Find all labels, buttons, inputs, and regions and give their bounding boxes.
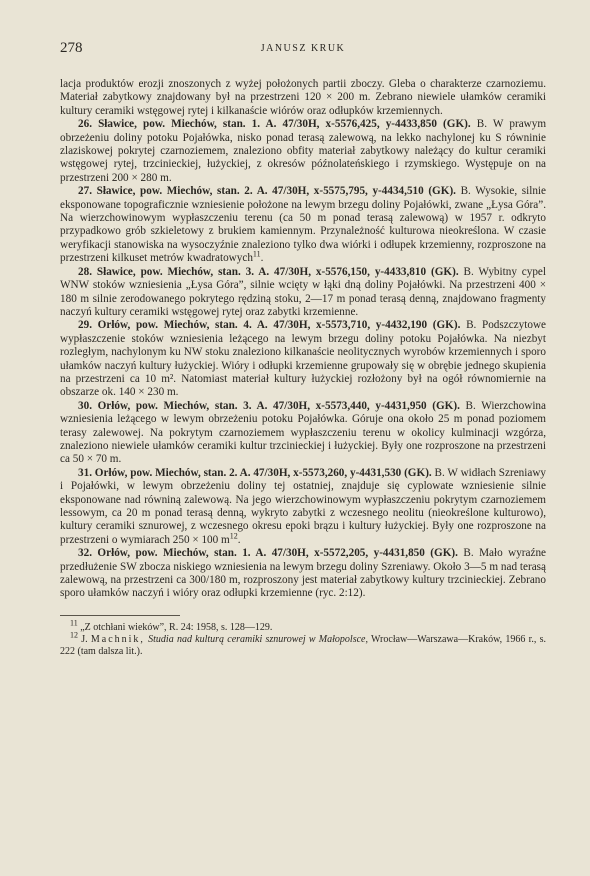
entry-text: B. Wysokie, silnie eksponowane topograficznie wzniesienie położone na lewym brzegu doliny Pojałówki, zwane „Łysa Góra”. Na wierzchowinowym wypłaszczeniu terenu (ca 50 m ponad terasą zalewową) w 1957 r. odkryto przypadkowo grób szkieletowy z brukiem kamiennym. Przynależność kulturowa nieokreślona. W czasie weryfikacji stanowiska na wysoczyźnie znaleziono tylko dwa wiórki i odłupek krzemienny, rozproszone na przestrzeni kilkuset metrów kwadratowych: [60, 185, 546, 265]
entry-32: [60, 547, 546, 601]
entry-number: 31.: [78, 466, 92, 479]
footnote-12: [60, 630, 547, 658]
entry-heading: Sławice, pow. Miechów, stan. 1. A. 47/30H, x-5576,425, y-4433,850 (GK).: [98, 118, 471, 131]
entry-heading: Orłów, pow. Miechów, stan. 1. A. 47/30H, x-5572,205, y-4431,850 (GK).: [97, 547, 458, 560]
entry-text: B. W prawym obrzeżeniu doliny potoku Pojałówka, nisko ponad terasą zalewową, na lekko nachylonej ku S równinie zlaziskowej pokrytej czarnoziemem, znaleziono obfity materiał zabytkowy należący do kultur ceramiki wstęgowej rytej, trzcinieckiej, łużyckiej, z okresów późnolateńskiego i rzymskiego. Występuje on na przestrzeni 200 × 280 m.: [60, 118, 547, 184]
footnote-text: „Z otchłani wieków”, R. 24: 1958, s. 128—129.: [80, 621, 273, 633]
entry-heading: Sławice, pow. Miechów, stan. 3. A. 47/30H, x-5576,150, y-4433,810 (GK).: [96, 265, 459, 278]
footnote-mark: 11: [70, 618, 78, 628]
footnote-title: Studia nad kulturą ceramiki sznurowej w Małopolsce,: [148, 634, 368, 646]
main-text: [60, 78, 546, 601]
entry-number: 32.: [78, 547, 92, 560]
entry-27: [60, 185, 546, 265]
entry-heading: Orłów, pow. Miechów, stan. 2. A. 47/30H, x-5573,260, y-4431,530 (GK).: [94, 466, 432, 479]
footnote-mark: 12: [70, 630, 78, 640]
footnote-rest: Wrocław—Warszawa—Kraków, 1966 r., s. 222 (tam dalsza lit.).: [60, 634, 547, 658]
footnote-divider: [60, 615, 180, 616]
entry-number: 29.: [78, 319, 92, 332]
entry-28: [60, 266, 546, 320]
entry-heading: Orłów, pow. Miechów, stan. 3. A. 47/30H, x-5573,440, y-4431,950 (GK).: [97, 399, 460, 412]
footnote-author-initial: J.: [81, 634, 88, 646]
running-head: JANUSZ KRUK: [260, 43, 346, 54]
entry-number: 30.: [78, 399, 92, 412]
paragraph-intro: [60, 78, 546, 118]
entry-tail: .: [260, 252, 264, 265]
entry-text: B. Wybitny cypel WNW stoków wzniesienia „Łysa Góra”, silnie wcięty w łąki dną doliny Pojałówki. Na przestrzeni 400 × 180 m silnie zerodowanego pokrytego rędziną stoku, 2—17 m ponad terasą denną, znajdowano fragmenty naczyń kultury ceramiki wstęgowej rytej oraz zabytki krzemienne.: [60, 265, 547, 318]
page-header: [60, 40, 546, 62]
entry-number: 26.: [78, 118, 92, 131]
paragraph-text: lacja produktów erozji znoszonych z wyżej położonych partii zboczy. Gleba o charakterze czarnoziemu. Materiał zabytkowy znajdowany był na przestrzeni 120 × 200 m. Zebrano niewiele ułamków ceramiki kultury ceramiki wstęgowej rytej i kilkanaście wiórów oraz odłupków krzemiennych.: [60, 78, 546, 117]
entry-text: B. Wierzchowina wzniesienia leżącego w lewym obrzeżeniu potoku Pojałówka. Góruje ona około 25 m ponad poziomem terasy zalewowej. Na pokrytym czarnoziemem wypłaszczeniu terenu w okolicy kulminacji wzgórza, znaleziono niewiele ułamków ceramiki kultur trzcinieckiej i łużyckiej. Były one rozproszone na przestrzeni ca 50 × 70 m.: [60, 399, 546, 466]
entry-number: 27.: [78, 185, 92, 198]
entry-29: [60, 319, 546, 399]
footnote-ref-11[interactable]: 11: [252, 249, 261, 259]
entry-30: [60, 400, 546, 467]
footnote-author: Machnik,: [90, 634, 145, 646]
footnote-11: [60, 618, 546, 634]
entry-text: B. W widłach Szreniawy i Pojałówki, w lewym obrzeżeniu doliny tej ostatniej, znajduje się cyplowate wzniesienie silnie eksponowane nad równiną zalewową. Na jego wierzchowinowym wypłaszczeniu pokrytym czarnoziemem lessowym, ca 20 m ponad terasą denną, wykryto zabytki z wczesnego neolitu (nieokreślone kulturowo), kultury ceramiki sznurowej, z wczesnego okresu epoki brązu i kultury łużyckiej. Były one rozproszone na przestrzeni o wymiarach 250 × 100 m: [60, 466, 547, 546]
entry-tail: .: [237, 533, 241, 546]
entry-heading: Orłów, pow. Miechów, stan. 4. A. 47/30H, x-5573,710, y-4432,190 (GK).: [97, 319, 461, 332]
entry-text: B. Podszczytowe wypłaszczenie stoków wzniesienia leżącego na lewym brzegu doliny potoku Pojałówka. Na niezbyt rozległym, nachylonym ku NW stoku znaleziono kilkanaście neolitycznych wyrobów krzemiennych i sporo ułamków naczyń kultury łużyckiej. Wióry i odłupki krzemienne grupowały się w obrębie jednego skupienia na przestrzeni ca 10 m². Natomiast materiał kultury łużyckiej rozłożony był na ogół równomiernie na obszarze ok. 140 × 230 m.: [60, 319, 546, 399]
entry-26: [60, 118, 546, 185]
entry-31: [60, 467, 546, 547]
page-number: 278: [60, 40, 83, 56]
entry-heading: Sławice, pow. Miechów, stan. 2. A. 47/30H, x-5575,795, y-4434,510 (GK).: [96, 185, 456, 198]
entry-number: 28.: [78, 265, 92, 278]
entry-text: B. Mało wyraźne przedłużenie SW zbocza niskiego wzniesienia na lewym brzegu doliny Szreniawy. Około 3—5 m nad terasą zalewową, na przestrzeni ca 300/180 m, rozproszony jest materiał zabytkowy kultury trzcinieckiej. Zebrano sporo ułamków naczyń i wióry oraz odłupki krzemienne (ryc. 2:12).: [60, 547, 547, 600]
footnotes: [60, 615, 546, 659]
footnote-ref-12[interactable]: 12: [229, 531, 238, 541]
